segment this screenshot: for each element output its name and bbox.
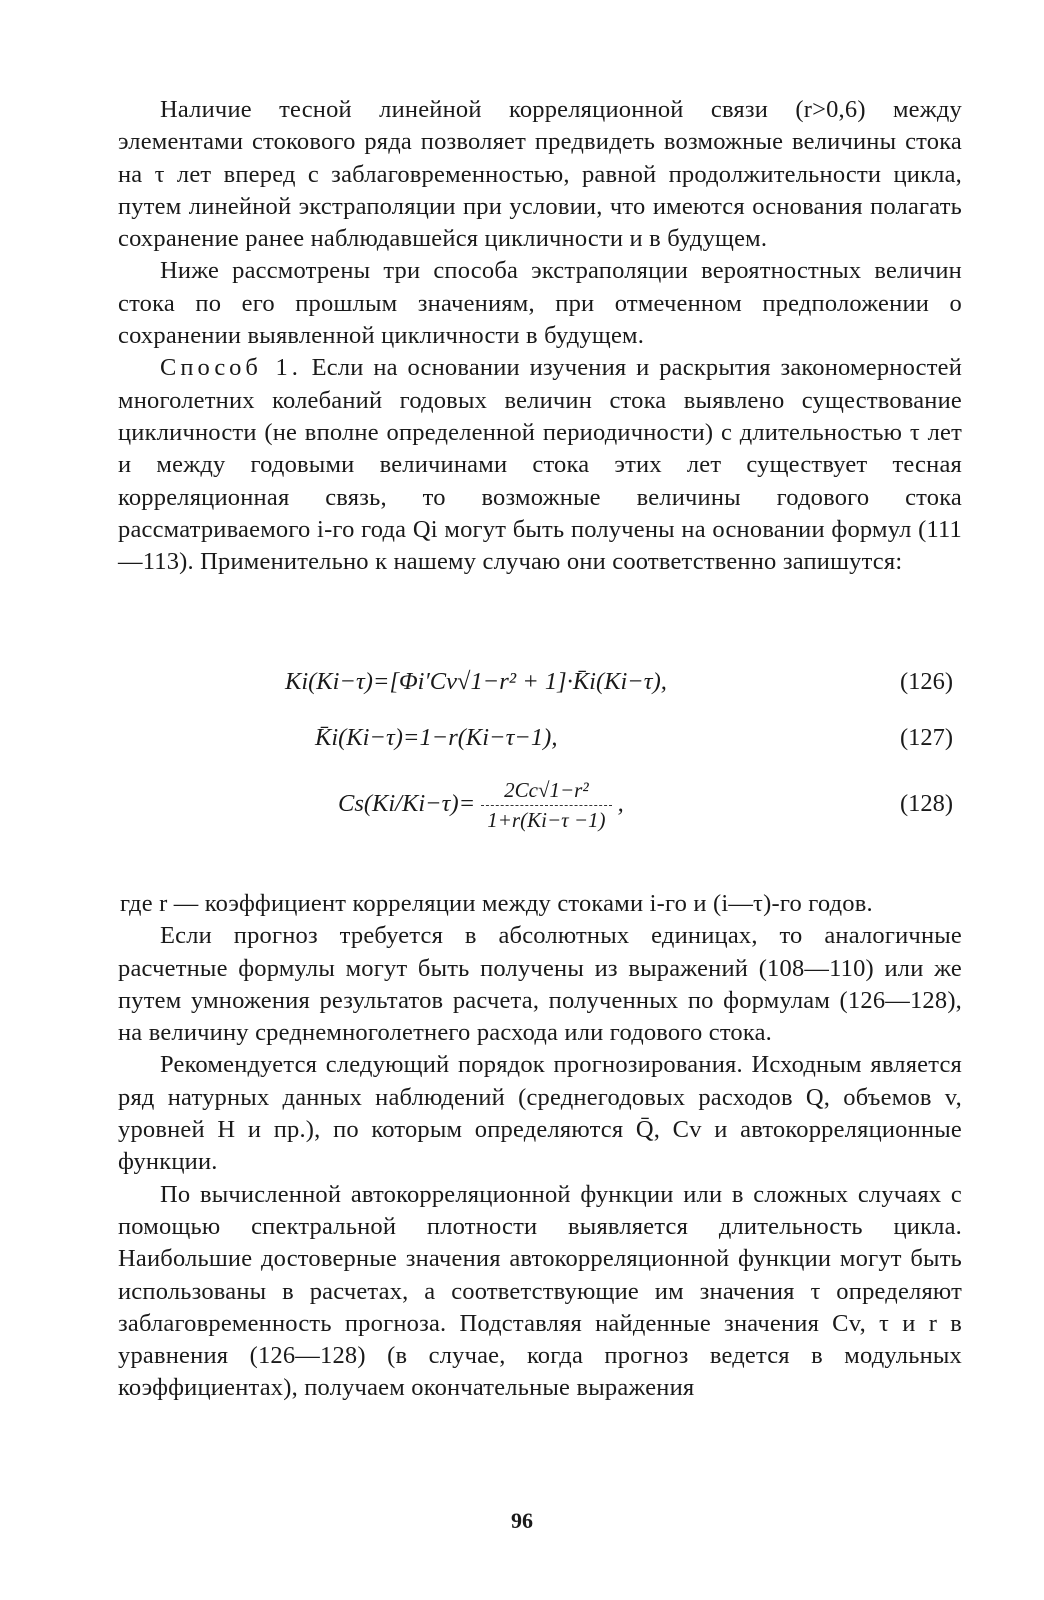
equation-number: (128): [900, 790, 954, 817]
fraction: [481, 778, 611, 833]
equation-number: (127): [900, 724, 954, 751]
paragraph: Ниже рассмотрены три способа экстраполяции вероятностных величин стока по его прошлым значениям, при отмеченном предположении о сохранении выявленной цикличности в будущем.: [118, 257, 962, 350]
paragraph: По вычисленной автокорреляционной функции или в сложных случаях с помощью спектральной плотности выявляется длительность цикла. Наибольшие достоверные значения автокорреляционной функции могут быть использованы в расчетах, а соответствующие им значения τ определяют заблаговременность прогноза. Подставляя найденные значения Cv, τ и r в уравнения (126—128) (в случае, когда прогноз ведется в модульных коэффициентах), получаем окончательные выражения: [118, 1180, 962, 1402]
equation-lhs: Cs(Ki/Ki−τ)=: [338, 790, 476, 818]
equation-number: (126): [900, 668, 954, 695]
fraction-numerator: 2Cc√1−r²: [504, 778, 589, 802]
equation-tail: ,: [617, 790, 624, 818]
text-block-top: [118, 94, 962, 578]
paragraph: Если прогноз требуется в абсолютных единицах, то аналогичные расчетные формулы могут быть получены из выражений (108—110) или же путем умножения результатов расчета, полученных по формулам (126—128), на величину среднемноголетнего расхода или годового стока.: [118, 922, 962, 1047]
page-number: 96: [511, 1508, 533, 1533]
text-block-bottom: [118, 888, 962, 1405]
fraction-denominator: 1+r(Ki−τ −1): [481, 805, 611, 833]
method-label: Способ 1.: [160, 354, 302, 382]
paragraph-where: где r — коэффициент корреляции между стоками i-го и (i—τ)-го годов.: [120, 890, 873, 917]
paragraph: Наличие тесной линейной корреляционной связи (r>0,6) между элементами стокового ряда позволяет предвидеть возможные величины стока на τ лет вперед с заблаговременностью, равной продолжительности цикла, путем линейной экстраполяции при условии, что имеются основания полагать сохранение ранее наблюдавшейся цикличности и в будущем.: [118, 96, 962, 253]
paragraph: Рекомендуется следующий порядок прогнозирования. Исходным является ряд натурных данных наблюдений (среднегодовых расходов Q, объемов v, уровней H и пр.), по которым определяются Q̄, Cv и автокорреляционные функции.: [118, 1051, 962, 1176]
equation-127: K̄i(Ki−τ)=1−r(Ki−τ−1),: [315, 724, 558, 751]
paragraph: [118, 352, 962, 578]
equation-126: Ki(Ki−τ)=[Φi′Cv√1−r² + 1]·K̄i(Ki−τ),: [285, 668, 667, 695]
equation-128: [338, 778, 624, 833]
paragraph-text: Если на основании изучения и раскрытия закономерностей многолетних колебаний годовых величин стока выявлено существование цикличности (не вполне определенной периодичности) с длительностью τ лет и между годовыми величинами стока этих лет существует тесная корреляционная связь, то возможные величины годового стока рассматриваемого i-го года Qi могут быть получены на основании формул (111—113). Применительно к нашему случаю они соответственно запишутся:: [118, 354, 963, 576]
